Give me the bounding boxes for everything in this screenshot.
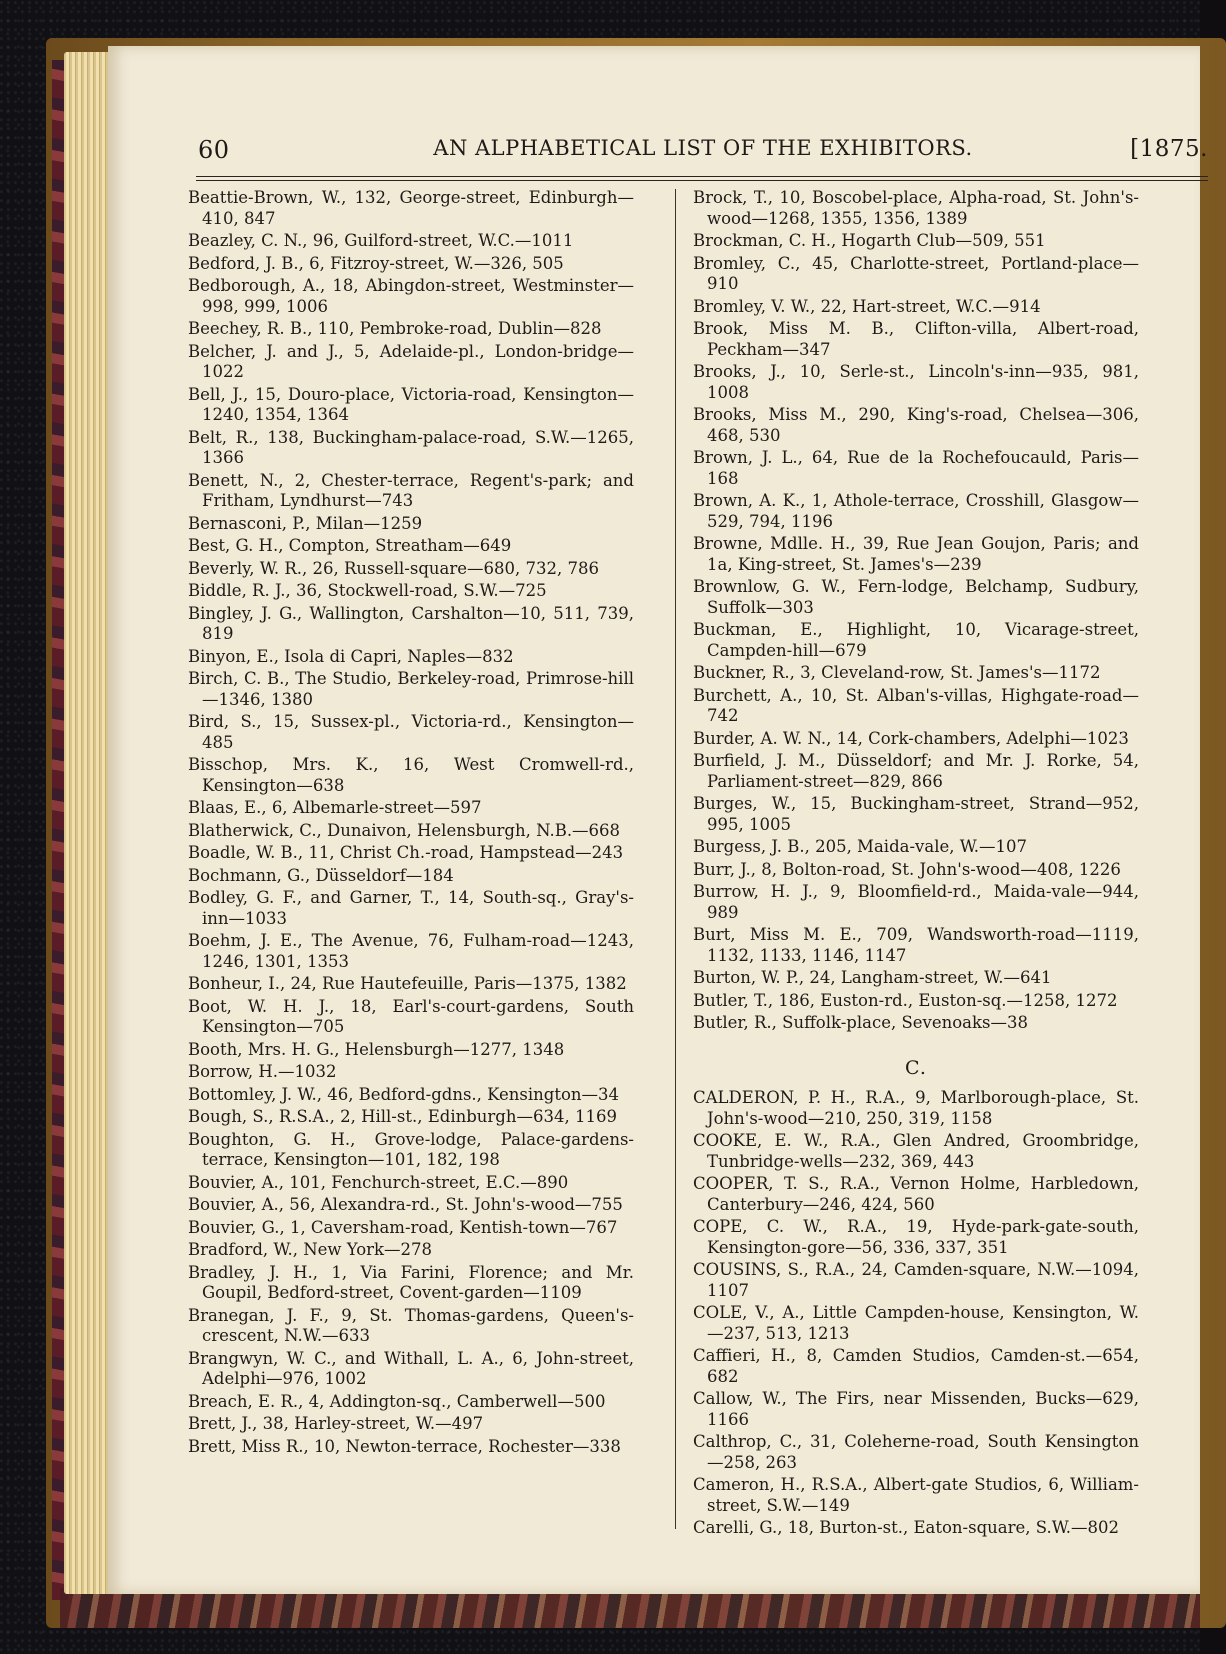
exhibitor-entry: Breach, E. R., 4, Addington-sq., Camberwell—500 bbox=[188, 1391, 606, 1411]
page-number: 60 bbox=[198, 136, 230, 164]
exhibitor-entry: Burchett, A., 10, St. Alban's-villas, Highgate-road—742 bbox=[693, 685, 1139, 725]
exhibitor-entry: Biddle, R. J., 36, Stockwell-road, S.W.—725 bbox=[188, 581, 547, 600]
exhibitor-entry: Brown, A. K., 1, Athole-terrace, Crosshill, Glasgow—529, 794, 1196 bbox=[693, 491, 1139, 531]
exhibitor-entry: Burgess, J. B., 205, Maida-vale, W.—107 bbox=[693, 837, 1028, 856]
exhibitor-entry: Belcher, J. and J., 5, Adelaide-pl., London-bridge—1022 bbox=[188, 341, 634, 381]
exhibitor-entry: Bisschop, Mrs. K., 16, West Cromwell-rd., Kensington—638 bbox=[188, 755, 634, 795]
marbled-endpaper-bottom bbox=[60, 1588, 1200, 1628]
exhibitor-entry: Binyon, E., Isola di Capri, Naples—832 bbox=[188, 646, 514, 666]
exhibitor-entry: Boot, W. H. J., 18, Earl's-court-gardens, South Kensington—705 bbox=[188, 996, 634, 1036]
exhibitor-entry: Blatherwick, C., Dunaivon, Helensburgh, N.B.—668 bbox=[188, 820, 621, 840]
exhibitor-entry: CALDERON, P. H., R.A., 9, Marlborough-place, St. John's-wood—210, 250, 319, 1158 bbox=[693, 1088, 1139, 1128]
header-rule bbox=[196, 176, 1208, 177]
exhibitor-entry: Calthrop, C., 31, Coleherne-road, South Kensington—258, 263 bbox=[693, 1432, 1139, 1472]
exhibitor-entry: Brett, Miss R., 10, Newton-terrace, Rochester—338 bbox=[188, 1436, 621, 1456]
exhibitor-entry: Burfield, J. M., Düsseldorf; and Mr. J. Rorke, 54, Parliament-street—829, 866 bbox=[693, 751, 1139, 791]
left-column bbox=[188, 188, 634, 1459]
exhibitor-entry: Bouvier, G., 1, Caversham-road, Kentish-town—767 bbox=[188, 1217, 618, 1237]
right-column bbox=[693, 188, 1139, 1541]
exhibitor-entry: Borrow, H.—1032 bbox=[188, 1062, 337, 1081]
exhibitor-entry: Burder, A. W. N., 14, Cork-chambers, Adelphi—1023 bbox=[693, 728, 1129, 748]
exhibitor-entry: Brooks, Miss M., 290, King's-road, Chelsea—306, 468, 530 bbox=[693, 405, 1139, 445]
exhibitor-entry: COPE, C. W., R.A., 19, Hyde-park-gate-south, Kensington-gore—56, 336, 337, 351 bbox=[693, 1217, 1139, 1257]
exhibitor-entry: Boughton, G. H., Grove-lodge, Palace-gardens-terrace, Kensington—101, 182, 198 bbox=[188, 1129, 634, 1169]
exhibitor-entry: Booth, Mrs. H. G., Helensburgh—1277, 1348 bbox=[188, 1039, 565, 1059]
exhibitor-entry: Burges, W., 15, Buckingham-street, Strand—952, 995, 1005 bbox=[693, 794, 1139, 834]
exhibitor-entry: Carelli, G., 18, Burton-st., Eaton-square, S.W.—802 bbox=[693, 1518, 1120, 1537]
exhibitor-entry: Caffieri, H., 8, Camden Studios, Camden-st.—654, 682 bbox=[693, 1346, 1139, 1386]
exhibitor-entry: Bromley, V. W., 22, Hart-street, W.C.—914 bbox=[693, 296, 1041, 316]
exhibitor-entry: Brownlow, G. W., Fern-lodge, Belchamp, Sudbury, Suffolk—303 bbox=[693, 577, 1139, 617]
exhibitor-entry: COLE, V., A., Little Campden-house, Kensington, W.—237, 513, 1213 bbox=[693, 1303, 1139, 1343]
exhibitor-entry: Bottomley, J. W., 46, Bedford-gdns., Kensington—34 bbox=[188, 1084, 620, 1104]
exhibitor-entry: Boadle, W. B., 11, Christ Ch.-road, Hampstead—243 bbox=[188, 843, 624, 862]
exhibitor-entry: Cameron, H., R.S.A., Albert-gate Studios, 6, William-street, S.W.—149 bbox=[693, 1475, 1139, 1515]
exhibitor-entry: Brooks, J., 10, Serle-st., Lincoln's-inn—935, 981, 1008 bbox=[693, 362, 1139, 402]
exhibitor-entry: Bingley, J. G., Wallington, Carshalton—10, 511, 739, 819 bbox=[188, 603, 634, 643]
exhibitor-entry: Brockman, C. H., Hogarth Club—509, 551 bbox=[693, 231, 1046, 250]
exhibitor-entry: Bernasconi, P., Milan—1259 bbox=[188, 513, 423, 533]
exhibitor-entry: Best, G. H., Compton, Streatham—649 bbox=[188, 536, 512, 555]
year-label: [1875. bbox=[1130, 136, 1208, 162]
exhibitor-entry: Blaas, E., 6, Albemarle-street—597 bbox=[188, 798, 482, 817]
exhibitor-entry: COOPER, T. S., R.A., Vernon Holme, Harbledown, Canterbury—246, 424, 560 bbox=[693, 1174, 1139, 1214]
page-header bbox=[198, 136, 1208, 176]
exhibitor-entry: COOKE, E. W., R.A., Glen Andred, Groombridge, Tunbridge-wells—232, 369, 443 bbox=[693, 1131, 1139, 1171]
exhibitor-entry: COUSINS, S., R.A., 24, Camden-square, N.W.—1094, 1107 bbox=[693, 1260, 1139, 1300]
exhibitor-entry: Brook, Miss M. B., Clifton-villa, Albert-road, Peckham—347 bbox=[693, 319, 1139, 359]
running-title: AN ALPHABETICAL LIST OF THE EXHIBITORS. bbox=[433, 136, 973, 160]
exhibitor-entry: Brangwyn, W. C., and Withall, L. A., 6, John-street, Adelphi—976, 1002 bbox=[188, 1348, 634, 1388]
book-page bbox=[108, 46, 1208, 1594]
exhibitor-entry: Boehm, J. E., The Avenue, 76, Fulham-road—1243, 1246, 1301, 1353 bbox=[188, 931, 634, 971]
exhibitor-entry: Beattie-Brown, W., 132, George-street, Edinburgh—410, 847 bbox=[188, 188, 634, 228]
exhibitor-entry: Bradley, J. H., 1, Via Farini, Florence; and Mr. Goupil, Bedford-street, Covent-garden—1109 bbox=[188, 1262, 634, 1302]
exhibitor-entry: Bonheur, I., 24, Rue Hautefeuille, Paris—1375, 1382 bbox=[188, 974, 627, 993]
exhibitor-entry: Benett, N., 2, Chester-terrace, Regent's-park; and Fritham, Lyndhurst—743 bbox=[188, 470, 634, 510]
header-rule bbox=[196, 180, 1208, 181]
exhibitor-entry: Burr, J., 8, Bolton-road, St. John's-wood—408, 1226 bbox=[693, 859, 1121, 879]
exhibitor-entry: Buckman, E., Highlight, 10, Vicarage-street, Campden-hill—679 bbox=[693, 620, 1139, 660]
exhibitor-entry: Bird, S., 15, Sussex-pl., Victoria-rd., Kensington—485 bbox=[188, 712, 634, 752]
exhibitor-entry: Buckner, R., 3, Cleveland-row, St. James's—1172 bbox=[693, 663, 1101, 682]
exhibitor-entry: Bouvier, A., 56, Alexandra-rd., St. John's-wood—755 bbox=[188, 1195, 623, 1214]
exhibitor-entry: Birch, C. B., The Studio, Berkeley-road, Primrose-hill—1346, 1380 bbox=[188, 669, 634, 709]
exhibitor-entry: Bouvier, A., 101, Fenchurch-street, E.C.—890 bbox=[188, 1172, 569, 1192]
exhibitor-entry: Burrow, H. J., 9, Bloomfield-rd., Maida-vale—944, 989 bbox=[693, 882, 1139, 922]
exhibitor-entry: Beazley, C. N., 96, Guilford-street, W.C.—1011 bbox=[188, 231, 574, 250]
exhibitor-entry: Brock, T., 10, Boscobel-place, Alpha-road, St. John's-wood—1268, 1355, 1356, 1389 bbox=[693, 188, 1139, 228]
exhibitor-entry: Callow, W., The Firs, near Missenden, Bucks—629, 1166 bbox=[693, 1389, 1139, 1429]
exhibitor-entry: Bell, J., 15, Douro-place, Victoria-road, Kensington—1240, 1354, 1364 bbox=[188, 384, 634, 424]
exhibitor-entry: Brett, J., 38, Harley-street, W.—497 bbox=[188, 1414, 484, 1433]
exhibitor-entry: Branegan, J. F., 9, St. Thomas-gardens, Queen's-crescent, N.W.—633 bbox=[188, 1305, 634, 1345]
exhibitor-entry: Brown, J. L., 64, Rue de la Rochefoucauld, Paris—168 bbox=[693, 448, 1139, 488]
exhibitor-entry: Burton, W. P., 24, Langham-street, W.—641 bbox=[693, 968, 1052, 987]
exhibitor-entry: Bodley, G. F., and Garner, T., 14, South-sq., Gray's-inn—1033 bbox=[188, 888, 634, 928]
exhibitor-entry: Beverly, W. R., 26, Russell-square—680, 732, 786 bbox=[188, 558, 599, 578]
exhibitor-entry: Bradford, W., New York—278 bbox=[188, 1240, 433, 1259]
page-edges bbox=[64, 52, 112, 1594]
exhibitor-entry: Beechey, R. B., 110, Pembroke-road, Dublin—828 bbox=[188, 319, 602, 338]
exhibitor-entry: Bedford, J. B., 6, Fitzroy-street, W.—326, 505 bbox=[188, 253, 564, 273]
exhibitor-entry: Bough, S., R.S.A., 2, Hill-st., Edinburgh—634, 1169 bbox=[188, 1107, 617, 1126]
exhibitor-entry: Butler, T., 186, Euston-rd., Euston-sq.—1258, 1272 bbox=[693, 990, 1118, 1010]
exhibitor-entry: Bochmann, G., Düsseldorf—184 bbox=[188, 865, 454, 885]
section-heading: C. bbox=[905, 1056, 927, 1079]
exhibitor-entry: Bromley, C., 45, Charlotte-street, Portland-place—910 bbox=[693, 253, 1139, 293]
exhibitor-entry: Butler, R., Suffolk-place, Sevenoaks—38 bbox=[693, 1013, 1028, 1032]
exhibitor-entry: Browne, Mdlle. H., 39, Rue Jean Goujon, Paris; and 1a, King-street, St. James's—239 bbox=[693, 534, 1139, 574]
column-divider bbox=[675, 189, 676, 1529]
exhibitor-entry: Bedborough, A., 18, Abingdon-street, Westminster—998, 999, 1006 bbox=[188, 276, 634, 316]
exhibitor-entry: Burt, Miss M. E., 709, Wandsworth-road—1119, 1132, 1133, 1146, 1147 bbox=[693, 925, 1139, 965]
exhibitor-entry: Belt, R., 138, Buckingham-palace-road, S.W.—1265, 1366 bbox=[188, 427, 634, 467]
